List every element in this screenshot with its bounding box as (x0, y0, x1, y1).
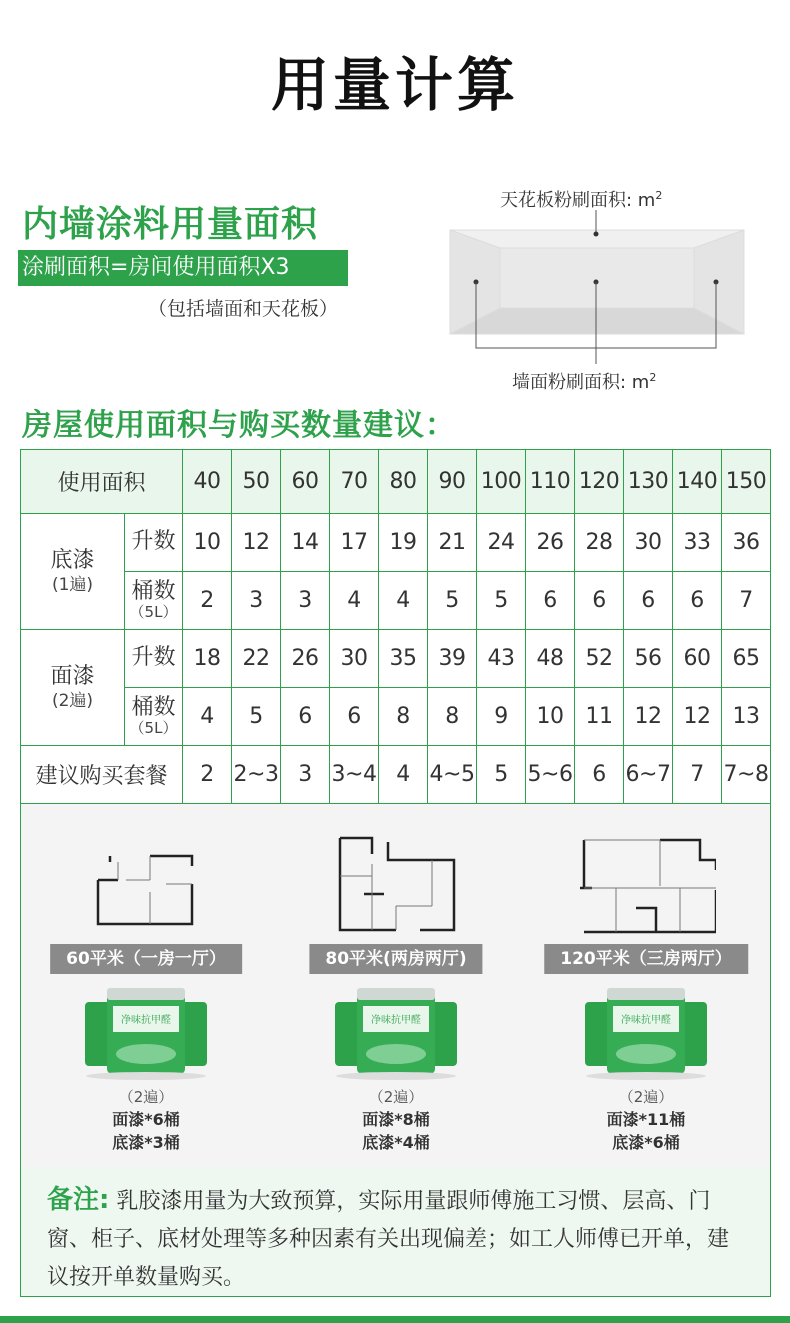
topcoat-buckets-label: 桶数 （5L） (125, 688, 183, 746)
primer-buckets-cell: 5 (477, 572, 526, 630)
topcoat-buckets-cell: 12 (673, 688, 722, 746)
coats-note: （2遍） (618, 1088, 674, 1106)
section-heading-area: 内墙涂料用量面积 (22, 204, 319, 245)
primer-liters-cell: 36 (722, 514, 771, 572)
table-row-area (21, 450, 771, 514)
page-title: 用量计算 (270, 51, 519, 119)
primer-buckets-cell: 6 (624, 572, 673, 630)
table-row-packages (21, 746, 771, 804)
primer-buckets-cell: 4 (379, 572, 428, 630)
package-cell: 4 (379, 746, 428, 804)
primer-qty: 底漆*6桶 (612, 1133, 680, 1152)
table-row-topcoat-liters (21, 630, 771, 688)
usage-table (20, 449, 771, 804)
topcoat-buckets-cell: 11 (575, 688, 624, 746)
primer-liters-cell: 10 (183, 514, 232, 572)
package-suggestions (20, 804, 771, 1167)
topcoat-liters-cell: 48 (526, 630, 575, 688)
primer-buckets-label: 桶数 （5L） (125, 572, 183, 630)
topcoat-liters-cell: 26 (281, 630, 330, 688)
area-cell: 110 (526, 450, 575, 514)
svg-text:净味抗甲醛: 净味抗甲醛 (121, 1015, 171, 1026)
package-tag: 120平米（三房两厅） (544, 944, 748, 974)
topcoat-liters-cell: 56 (624, 630, 673, 688)
package-cell: 5~6 (526, 746, 575, 804)
topcoat-liters-cell: 18 (183, 630, 232, 688)
package-tag: 60平米（一房一厅） (50, 944, 242, 974)
topcoat-qty: 面漆*8桶 (362, 1110, 430, 1129)
primer-buckets-cell: 6 (673, 572, 722, 630)
topcoat-buckets-cell: 6 (281, 688, 330, 746)
primer-buckets-cell: 3 (281, 572, 330, 630)
package-cell: 2 (183, 746, 232, 804)
package-card (271, 804, 521, 1167)
note-text (47, 1181, 750, 1297)
area-cell: 60 (281, 450, 330, 514)
package-label: 建议购买套餐 (21, 746, 183, 804)
topcoat-liters-cell: 60 (673, 630, 722, 688)
svg-text:净味抗甲醛: 净味抗甲醛 (371, 1015, 421, 1026)
topcoat-liters-cell: 22 (232, 630, 281, 688)
note-body: 乳胶漆用量为大致预算，实际用量跟师傅施工习惯、层高、门窗、柜子、底材处理等多种因素有关出现偏差；如工人师傅已开单，建议按开单数量购买。 (47, 1189, 730, 1290)
package-card (21, 804, 271, 1167)
primer-liters-cell: 14 (281, 514, 330, 572)
area-cell: 150 (722, 450, 771, 514)
package-cell: 3~4 (330, 746, 379, 804)
primer-buckets-cell: 6 (526, 572, 575, 630)
area-cell: 120 (575, 450, 624, 514)
topcoat-liters-cell: 43 (477, 630, 526, 688)
area-cell: 70 (330, 450, 379, 514)
primer-qty: 底漆*4桶 (362, 1133, 430, 1152)
topcoat-buckets-cell: 8 (379, 688, 428, 746)
package-tag: 80平米(两房两厅) (309, 944, 482, 974)
primer-liters-label: 升数 (125, 514, 183, 572)
area-label: 使用面积 (21, 450, 183, 514)
include-note: （包括墙面和天花板） (148, 298, 339, 320)
topcoat-liters-label: 升数 (125, 630, 183, 688)
primer-liters-cell: 12 (232, 514, 281, 572)
coats-note: （2遍） (118, 1088, 174, 1106)
package-cell: 3 (281, 746, 330, 804)
topcoat-buckets-cell: 8 (428, 688, 477, 746)
floor-plan-icon (576, 836, 716, 934)
room-diagram (448, 186, 748, 396)
ceiling-area-label: 天花板粉刷面积: $m^2$ (500, 189, 663, 211)
primer-liters-cell: 19 (379, 514, 428, 572)
wall-area-label: 墙面粉刷面积: $m^2$ (512, 371, 657, 393)
topcoat-liters-cell: 52 (575, 630, 624, 688)
primer-liters-cell: 24 (477, 514, 526, 572)
topcoat-qty: 面漆*11桶 (606, 1110, 686, 1129)
area-cell: 90 (428, 450, 477, 514)
package-cell: 4~5 (428, 746, 477, 804)
area-cell: 140 (673, 450, 722, 514)
package-cell: 7~8 (722, 746, 771, 804)
topcoat-buckets-cell: 4 (183, 688, 232, 746)
primer-liters-cell: 33 (673, 514, 722, 572)
topcoat-liters-cell: 35 (379, 630, 428, 688)
table-row-primer-liters (21, 514, 771, 572)
primer-buckets-cell: 6 (575, 572, 624, 630)
topcoat-buckets-cell: 5 (232, 688, 281, 746)
topcoat-liters-cell: 30 (330, 630, 379, 688)
area-cell: 80 (379, 450, 428, 514)
package-cell: 7 (673, 746, 722, 804)
paint-bucket-group-icon (331, 982, 461, 1080)
area-cell: 50 (232, 450, 281, 514)
topcoat-buckets-cell: 12 (624, 688, 673, 746)
primer-liters-cell: 26 (526, 514, 575, 572)
topcoat-qty: 面漆*6桶 (112, 1110, 180, 1129)
topcoat-liters-cell: 65 (722, 630, 771, 688)
area-cell: 130 (624, 450, 673, 514)
topcoat-buckets-cell: 10 (526, 688, 575, 746)
area-cell: 100 (477, 450, 526, 514)
primer-buckets-cell: 5 (428, 572, 477, 630)
svg-text:净味抗甲醛: 净味抗甲醛 (621, 1015, 671, 1026)
primer-liters-cell: 28 (575, 514, 624, 572)
primer-liters-cell: 21 (428, 514, 477, 572)
coats-note: （2遍） (368, 1088, 424, 1106)
topcoat-buckets-cell: 13 (722, 688, 771, 746)
package-card (521, 804, 771, 1167)
primer-buckets-cell: 7 (722, 572, 771, 630)
primer-category: 底漆 (1遍) (21, 514, 125, 630)
table-row-primer-buckets (21, 572, 771, 630)
bottom-divider (0, 1316, 790, 1323)
package-cell: 6~7 (624, 746, 673, 804)
floor-plan-icon (336, 836, 456, 932)
paint-bucket-group-icon (581, 982, 711, 1080)
topcoat-buckets-cell: 9 (477, 688, 526, 746)
primer-buckets-cell: 4 (330, 572, 379, 630)
topcoat-liters-cell: 39 (428, 630, 477, 688)
topcoat-category: 面漆 (2遍) (21, 630, 125, 746)
primer-liters-cell: 17 (330, 514, 379, 572)
area-cell: 40 (183, 450, 232, 514)
section-heading-suggestion: 房屋使用面积与购买数量建议： (22, 408, 456, 443)
primer-qty: 底漆*3桶 (112, 1133, 180, 1152)
topcoat-buckets-cell: 6 (330, 688, 379, 746)
primer-buckets-cell: 3 (232, 572, 281, 630)
package-cell: 5 (477, 746, 526, 804)
room-box-illustration (448, 186, 748, 396)
paint-bucket-group-icon (81, 982, 211, 1080)
primer-buckets-cell: 2 (183, 572, 232, 630)
package-cell: 2~3 (232, 746, 281, 804)
note-box (20, 1167, 771, 1297)
primer-liters-cell: 30 (624, 514, 673, 572)
floor-plan-icon (96, 854, 196, 926)
table-row-topcoat-buckets (21, 688, 771, 746)
package-cell: 6 (575, 746, 624, 804)
formula-banner: 涂刷面积=房间使用面积X3 (18, 250, 348, 286)
note-label: 备注: (47, 1185, 110, 1215)
